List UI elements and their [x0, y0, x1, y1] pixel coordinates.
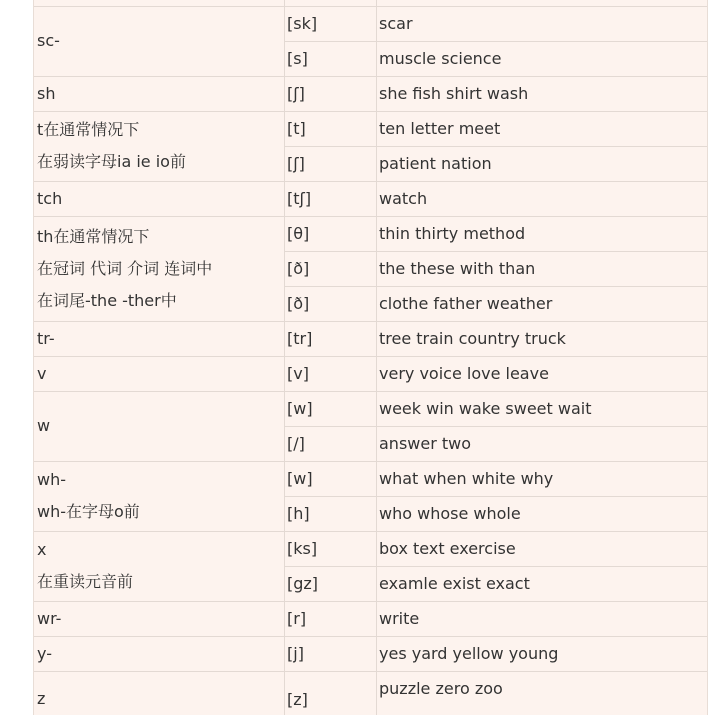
pattern-cell: 在词尾-the -ther中 [37, 290, 177, 310]
ipa-cell: [w] [287, 469, 313, 488]
phonics-table [33, 0, 708, 715]
row-divider [34, 216, 707, 217]
ipa-cell: [ð] [287, 294, 310, 313]
example-cell: muscle science [379, 49, 502, 68]
row-divider [284, 496, 707, 497]
pattern-cell: wh- [37, 470, 66, 489]
column-divider [284, 0, 285, 715]
example-cell: yes yard yellow young [379, 644, 559, 663]
example-cell: thin thirty method [379, 224, 526, 243]
pattern-cell: x [37, 540, 47, 559]
example-cell: very voice love leave [379, 364, 549, 383]
ipa-cell: [t] [287, 119, 306, 138]
ipa-cell: [/] [287, 434, 305, 453]
row-divider [34, 181, 707, 182]
example-cell: write [379, 609, 420, 628]
pattern-cell: t在通常情况下 [37, 120, 140, 139]
example-cell: answer two [379, 434, 472, 453]
pattern-cell: y- [37, 643, 52, 663]
row-divider [284, 146, 707, 147]
example-cell: patient nation [379, 154, 492, 173]
ipa-cell: [w] [287, 399, 313, 418]
example-cell: puzzle zero zoo [379, 679, 503, 698]
example-cell: clothe father weather [379, 294, 553, 313]
pattern-cell: tch [37, 188, 63, 208]
example-cell: watch [379, 189, 428, 208]
example-cell: who whose whole [379, 504, 521, 523]
row-divider [284, 566, 707, 567]
ipa-cell: [θ] [287, 224, 310, 243]
ipa-cell: [v] [287, 364, 309, 383]
pattern-cell: 在重读元音前 [37, 572, 134, 591]
row-divider [34, 111, 707, 112]
row-divider [284, 251, 707, 252]
row-divider [284, 286, 707, 287]
example-cell: box text exercise [379, 539, 516, 558]
row-divider [34, 321, 707, 322]
row-divider [34, 601, 707, 602]
ipa-cell: [z] [287, 690, 308, 709]
ipa-cell: [gz] [287, 574, 319, 593]
row-divider [34, 671, 707, 672]
ipa-cell: [h] [287, 504, 310, 523]
row-divider [34, 531, 707, 532]
pattern-cell: 在弱读字母ia ie io前 [37, 152, 186, 171]
example-cell: ten letter meet [379, 119, 501, 138]
ipa-cell: [ʃ] [287, 154, 305, 173]
pattern-cell: wh-在字母o前 [37, 502, 140, 521]
example-cell: tree train country truck [379, 329, 566, 348]
row-divider [34, 76, 707, 77]
ipa-cell: [s] [287, 49, 308, 68]
pattern-cell: v [37, 363, 47, 383]
example-cell: she fish shirt wash [379, 84, 529, 103]
pattern-cell: z [37, 689, 46, 708]
pattern-cell: tr- [37, 328, 55, 348]
pattern-cell: wr- [37, 608, 62, 628]
row-divider [34, 461, 707, 462]
ipa-cell: [tʃ] [287, 189, 312, 208]
example-cell: examle exist exact [379, 574, 530, 593]
row-divider [34, 356, 707, 357]
row-divider [34, 391, 707, 392]
ipa-cell: [sk] [287, 14, 318, 33]
row-divider [284, 426, 707, 427]
pattern-cell: th在通常情况下 [37, 226, 150, 246]
ipa-cell: [ð] [287, 259, 310, 278]
row-divider [34, 636, 707, 637]
example-cell: the these with than [379, 259, 536, 278]
example-cell: scar [379, 14, 413, 33]
ipa-cell: [r] [287, 609, 307, 628]
ipa-cell: [ʃ] [287, 84, 305, 103]
pattern-cell: 在冠词 代词 介词 连词中 [37, 258, 213, 278]
example-cell: week win wake sweet wait [379, 399, 592, 418]
ipa-cell: [tr] [287, 329, 313, 348]
pattern-cell: sc- [37, 31, 60, 50]
ipa-cell: [j] [287, 644, 304, 663]
row-divider [284, 41, 707, 42]
pattern-cell: w [37, 416, 51, 435]
ipa-cell: [ks] [287, 539, 318, 558]
row-divider [34, 6, 707, 7]
column-divider [376, 0, 377, 715]
pattern-cell: sh [37, 83, 56, 103]
example-cell: what when white why [379, 469, 554, 488]
